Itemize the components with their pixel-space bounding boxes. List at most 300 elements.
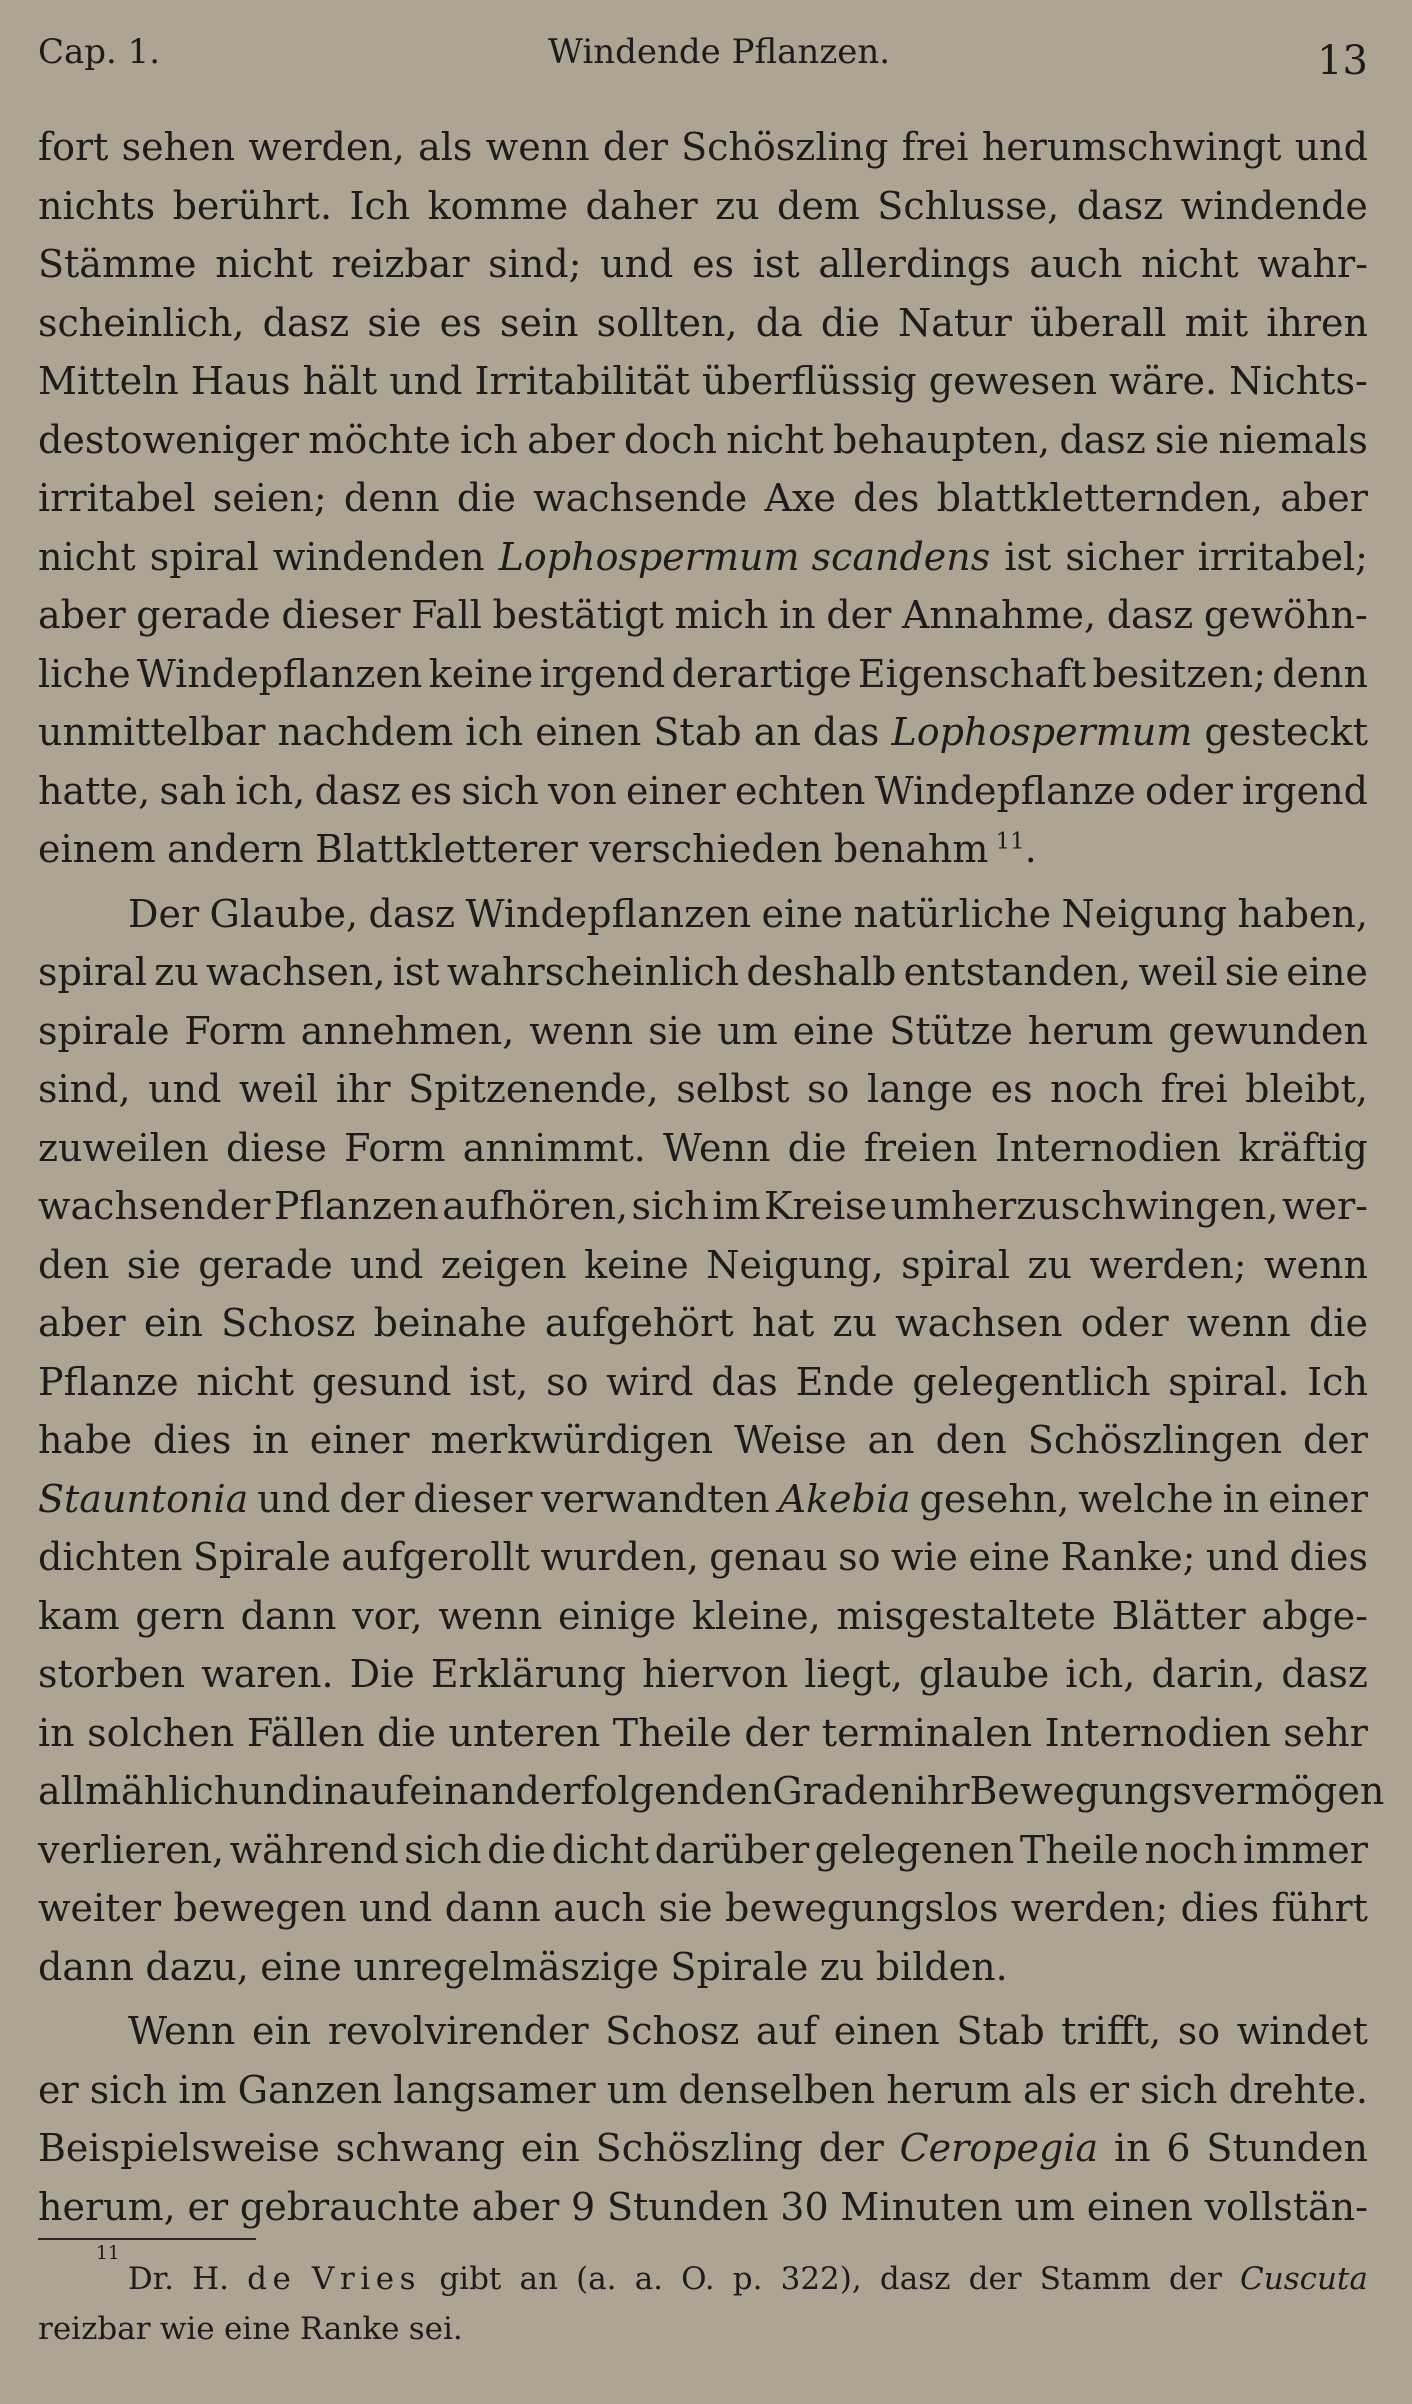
word: Ich	[1307, 1359, 1368, 1404]
word: Cuscuta	[1240, 2261, 1368, 2297]
word: bestätigt	[492, 593, 664, 637]
word: hält	[302, 359, 378, 403]
word: doch	[623, 417, 717, 462]
word: umherzuschwingen,	[890, 1184, 1279, 1228]
text-line	[38, 469, 1368, 528]
word: der	[602, 125, 668, 169]
word: er	[187, 2184, 229, 2229]
text-line	[38, 1938, 1368, 1997]
word: Minuten	[840, 2184, 1003, 2229]
word: es	[692, 242, 735, 286]
text-line	[38, 1411, 1368, 1470]
word: dasz	[314, 768, 401, 813]
word: ihr	[335, 1067, 391, 1111]
word: Windepflanzen	[465, 891, 752, 936]
word: irritabel	[38, 476, 196, 520]
word: aufgehört	[544, 1301, 734, 1345]
word: und	[1205, 1535, 1280, 1579]
word: sehen	[121, 125, 236, 169]
word: wachsender	[38, 1184, 271, 1228]
word: Ganzen	[237, 2067, 383, 2112]
word: und	[257, 1476, 331, 1521]
word: an	[867, 1418, 915, 1462]
word: Nichts-	[1229, 359, 1368, 403]
text-line	[38, 352, 1368, 411]
word: dann	[444, 1886, 541, 1930]
word: spiral.	[1168, 1359, 1290, 1404]
word: gesteckt	[1204, 710, 1368, 754]
word: sei.	[408, 2311, 463, 2347]
word: solchen	[87, 1710, 235, 1755]
word: liegt,	[804, 1652, 903, 1696]
text-line	[38, 943, 1368, 1002]
word: um	[606, 2067, 668, 2112]
word: sich	[461, 768, 539, 813]
word: eine	[1286, 950, 1368, 994]
word: wer-	[1281, 1184, 1368, 1228]
text-line	[38, 177, 1368, 236]
word: dasz	[879, 2261, 951, 2297]
word: Erklärung	[430, 1652, 627, 1696]
word: dies	[1289, 1535, 1368, 1579]
word: keine	[428, 651, 534, 696]
word: Stab	[956, 2009, 1045, 2053]
running-title: Windende Pflanzen.	[548, 32, 891, 72]
word: dieser	[413, 1476, 533, 1521]
word: einen	[1086, 2184, 1193, 2229]
word: sie	[1155, 417, 1210, 462]
word: und	[148, 1067, 222, 1111]
word: O.	[681, 2261, 715, 2297]
word: Neigung,	[706, 1242, 884, 1287]
body-text	[38, 118, 1385, 2236]
word: Form	[184, 1008, 286, 1053]
footnote-line	[38, 2304, 1368, 2354]
text-line	[38, 118, 1368, 177]
word: sie	[1224, 950, 1280, 994]
word: die	[456, 476, 516, 520]
word: eine	[761, 891, 844, 936]
word: aufgerollt	[341, 1535, 530, 1579]
text-line	[38, 528, 1368, 587]
word: die	[487, 1827, 547, 1872]
word: einer	[1268, 1476, 1368, 1521]
word: Weise	[734, 1418, 847, 1462]
word: zu	[832, 1301, 877, 1345]
word: reizbar	[331, 242, 470, 286]
word: dasz	[262, 300, 350, 345]
word: der	[339, 1476, 405, 1521]
word: Eigenschaft	[857, 651, 1087, 696]
word: an	[753, 710, 801, 754]
word: glaube	[918, 1652, 1050, 1696]
word: 322),	[780, 2261, 862, 2297]
text-line	[38, 1645, 1368, 1704]
word: die	[1308, 1301, 1368, 1345]
word: immer	[1243, 1827, 1368, 1872]
word: auch	[553, 1886, 647, 1930]
word: Stämme	[38, 242, 197, 286]
word: zu	[819, 1944, 865, 1989]
word: Spitzenende,	[408, 1067, 659, 1111]
text-line	[38, 1060, 1368, 1119]
word: wenn	[529, 1008, 634, 1053]
word: Glaube,	[209, 891, 359, 936]
word: Mitteln	[38, 359, 179, 403]
word: er	[38, 2067, 79, 2112]
word: Bewegungsvermögen	[969, 1769, 1385, 1813]
word: benahm $^{11}$.	[833, 827, 1037, 871]
page-number: 13	[1317, 38, 1368, 84]
word: gesund	[311, 1359, 452, 1404]
word: habe	[38, 1418, 132, 1462]
word: in	[38, 1710, 75, 1755]
text-line	[38, 703, 1368, 762]
text-line	[38, 762, 1368, 821]
word: sah	[159, 768, 227, 813]
word: Akebia	[778, 1476, 911, 1521]
word: der	[968, 2261, 1022, 2297]
word: es	[990, 1067, 1033, 1111]
word: Schosz	[605, 2009, 740, 2053]
word: einen	[535, 710, 642, 754]
word: und	[350, 1242, 424, 1287]
word: wäre.	[1109, 359, 1218, 403]
word: dies	[1180, 1886, 1260, 1930]
text-line	[38, 2061, 1368, 2120]
word: Theile	[612, 1710, 732, 1755]
word: mich	[674, 593, 769, 637]
word: dies	[152, 1418, 232, 1462]
word: die	[377, 1710, 436, 1755]
word: welche	[1078, 1476, 1214, 1521]
word: niemals	[1218, 417, 1368, 462]
word: wenn	[1186, 1301, 1291, 1345]
word: Fall	[411, 593, 482, 637]
word: Pflanze	[38, 1359, 179, 1404]
word: Schöszling	[595, 2126, 803, 2170]
word: Windepflanzen	[136, 651, 423, 696]
word: Ich	[349, 183, 411, 228]
word: Ceropegia	[899, 2126, 1099, 2170]
word: hiervon	[642, 1652, 789, 1696]
word: de Vries	[247, 2261, 422, 2297]
text-line	[38, 586, 1368, 645]
word: bleibt,	[1245, 1067, 1368, 1111]
word: dazu,	[145, 1944, 249, 1989]
word: an	[519, 2261, 558, 2297]
word: Dr.	[127, 2261, 174, 2297]
word: ihr	[914, 1769, 970, 1813]
word: sicher	[1065, 534, 1184, 579]
word: derartige	[671, 651, 852, 696]
word: hat	[751, 1301, 815, 1345]
word: sie	[648, 1008, 703, 1053]
word: natürliche	[853, 891, 1052, 936]
word: und	[238, 1769, 312, 1813]
text-line	[38, 2119, 1368, 2178]
word: und	[389, 359, 463, 403]
word: vor,	[352, 1593, 423, 1638]
word: dasz	[1106, 593, 1194, 637]
word: ich,	[1065, 1652, 1136, 1696]
word: nichts	[38, 183, 156, 228]
word: wachsen,	[205, 950, 386, 994]
word: andern	[167, 827, 304, 871]
word: ein	[520, 2126, 580, 2170]
word: merkwürdigen	[430, 1418, 714, 1462]
word: wahr-	[1257, 242, 1368, 286]
word: führt	[1271, 1886, 1368, 1930]
word: zuweilen	[38, 1125, 209, 1170]
word: daher	[585, 183, 698, 228]
word: dasz	[1076, 183, 1164, 228]
word: denselben	[678, 2067, 876, 2112]
footnote-number: 11	[96, 2243, 120, 2264]
word: freien	[863, 1125, 978, 1170]
word: dicht	[551, 1827, 650, 1872]
word: Ranke	[299, 2311, 400, 2347]
chapter-label: Cap. 1.	[38, 32, 161, 72]
word: herum,	[38, 2184, 176, 2229]
word: der	[1168, 2261, 1222, 2297]
word: selbst	[676, 1067, 790, 1111]
text-line	[38, 1353, 1368, 1412]
word: sich	[89, 2067, 168, 2112]
word: Stab	[653, 710, 742, 754]
word: bewegen	[173, 1886, 347, 1930]
word: der	[818, 2126, 884, 2170]
word: gewesen	[928, 359, 1098, 403]
word: abge-	[1261, 1593, 1368, 1638]
word: dieser	[281, 593, 401, 637]
word: so	[1177, 2009, 1221, 2053]
word: sie	[658, 1886, 713, 1930]
word: Ende	[795, 1359, 895, 1404]
footnote-reference[interactable]: 11	[988, 828, 1025, 855]
word: diese	[225, 1125, 327, 1170]
text-line	[38, 1879, 1368, 1938]
word: in	[252, 1418, 289, 1462]
word: aber	[38, 593, 126, 637]
word: berührt.	[172, 183, 333, 228]
word: des	[853, 476, 920, 520]
word: ein	[143, 1301, 203, 1345]
word: Wenn	[663, 1125, 771, 1170]
word: es	[439, 300, 482, 345]
text-line	[38, 1704, 1368, 1763]
word: verschieden	[589, 827, 823, 871]
word: noch	[1050, 1067, 1144, 1111]
word: verwandten	[541, 1476, 770, 1521]
word: spirale	[38, 1008, 170, 1053]
word: 9	[571, 2184, 596, 2229]
word: dichten	[38, 1535, 183, 1579]
word: haben,	[1237, 891, 1368, 936]
word: bilden.	[875, 1944, 1008, 1989]
word: Form	[344, 1125, 446, 1170]
word: Lophospermum	[891, 710, 1193, 754]
word: ist	[1004, 534, 1052, 579]
word: Irritabilität	[474, 359, 690, 403]
word: da	[755, 300, 803, 345]
word: nicht	[726, 417, 824, 462]
word: allmählich	[38, 1769, 239, 1813]
word: sehr	[1283, 1710, 1368, 1755]
word: wachsende	[533, 476, 748, 520]
word: unregelmäszige	[353, 1944, 660, 1989]
text-line	[38, 1762, 1385, 1821]
word: zu	[1027, 1242, 1072, 1287]
word: es	[410, 768, 453, 813]
word: ihren	[1266, 300, 1368, 345]
word: noch	[1144, 1827, 1238, 1872]
word: kräftig	[1238, 1125, 1368, 1170]
word: denn	[1272, 651, 1368, 696]
text-line	[38, 411, 1368, 470]
word: und	[359, 1886, 433, 1930]
word: er	[1088, 2067, 1130, 2112]
word: spiral	[149, 534, 259, 579]
word: dasz	[1281, 1652, 1368, 1696]
word: drehte.	[1228, 2067, 1368, 2112]
word: gerade	[136, 593, 271, 637]
word: eine	[792, 1008, 875, 1053]
word: aufhören,	[442, 1184, 629, 1228]
word: überall	[1030, 300, 1167, 345]
word: seien;	[212, 476, 327, 520]
word: sich	[1140, 2067, 1218, 2112]
word: Die	[349, 1652, 415, 1696]
word: besitzen;	[1092, 651, 1266, 696]
word: vollstän-	[1204, 2184, 1368, 2229]
word: echten	[734, 768, 866, 813]
word: dasz	[368, 891, 456, 936]
word: sich	[631, 1184, 709, 1228]
word: aber	[38, 1301, 126, 1345]
word: Pflanzen	[273, 1184, 439, 1228]
word: Spirale	[670, 1944, 809, 1989]
text-line	[38, 1470, 1368, 1529]
word: Internodien	[994, 1125, 1222, 1170]
word: Theile	[1019, 1827, 1139, 1872]
word: aber	[471, 2184, 560, 2229]
word: bewegungslos	[725, 1886, 999, 1930]
word: weil	[238, 1067, 319, 1111]
word: wie	[159, 2311, 215, 2347]
word: werden;	[1010, 1886, 1169, 1930]
footnote-rule	[38, 2238, 256, 2240]
word: aufeinanderfolgenden	[348, 1769, 773, 1813]
word: windende	[1180, 183, 1368, 228]
text-line	[38, 1119, 1368, 1178]
word: nicht	[1140, 242, 1239, 286]
word: auch	[1029, 242, 1123, 286]
word: nachdem	[277, 710, 454, 754]
word: windet	[1236, 2009, 1368, 2053]
word: nicht	[196, 1359, 295, 1404]
word: Kreise	[763, 1184, 888, 1228]
word: möchte	[308, 417, 451, 462]
word: kleine,	[691, 1593, 821, 1638]
word: nicht	[215, 242, 313, 286]
word: ist	[392, 950, 440, 994]
word: 6	[1166, 2126, 1191, 2170]
word: zeigen	[440, 1242, 567, 1287]
word: frei	[1160, 1067, 1228, 1111]
text-line	[38, 645, 1368, 704]
word: ein	[251, 2009, 312, 2053]
word: sie	[126, 1242, 181, 1287]
word: einige	[558, 1593, 677, 1638]
word: Natur	[898, 300, 1012, 345]
word: wachsen	[895, 1301, 1063, 1345]
word: und	[600, 242, 674, 286]
word: a.	[634, 2261, 664, 2297]
word: aber	[527, 417, 615, 462]
word: reizbar	[38, 2311, 151, 2347]
word: ich	[459, 417, 518, 462]
word: trifft,	[1061, 2009, 1162, 2053]
word: terminalen	[821, 1710, 1033, 1755]
word: sie	[367, 300, 422, 345]
word: ich	[465, 710, 524, 754]
word: in	[1113, 2126, 1151, 2170]
word: wird	[606, 1359, 694, 1404]
word: gern	[135, 1593, 225, 1638]
word: komme	[427, 183, 569, 228]
word: misgestaltete	[836, 1593, 1096, 1638]
word: die	[787, 1125, 847, 1170]
word: revolvirender	[327, 2009, 589, 2053]
word: keine	[584, 1242, 689, 1287]
word: um	[717, 1008, 778, 1053]
word: als	[418, 125, 473, 169]
word: annimmt.	[462, 1125, 646, 1170]
word: verlieren,	[38, 1827, 225, 1872]
word: destoweniger	[38, 417, 300, 462]
word: irgend	[1241, 768, 1368, 813]
word: herum	[1027, 1008, 1154, 1053]
word: herum	[886, 2067, 1012, 2112]
word: beinahe	[373, 1301, 527, 1345]
word: so	[838, 1535, 881, 1579]
word: Axe	[764, 476, 836, 520]
word: genau	[709, 1535, 828, 1579]
word: sollten,	[596, 300, 738, 345]
word: sind;	[488, 242, 582, 286]
word: der	[826, 593, 892, 637]
word: wahrscheinlich	[446, 950, 740, 994]
word: Windepflanze	[874, 768, 1136, 813]
word: einer	[309, 1418, 410, 1462]
word: so	[546, 1359, 589, 1404]
word: das	[812, 710, 880, 754]
word: hatte,	[38, 768, 151, 813]
word: dem	[777, 183, 860, 228]
word: zu	[154, 950, 199, 994]
word: Ranke;	[1060, 1535, 1196, 1579]
word: spiral	[38, 950, 147, 994]
word: Stamm	[1039, 2261, 1151, 2297]
word: entstanden,	[903, 950, 1132, 994]
word: weil	[1138, 950, 1218, 994]
word: im	[178, 2067, 227, 2112]
word: oder	[1144, 768, 1233, 813]
running-header	[38, 32, 1368, 92]
word: auf	[755, 2009, 818, 2053]
text-line	[38, 2002, 1368, 2061]
